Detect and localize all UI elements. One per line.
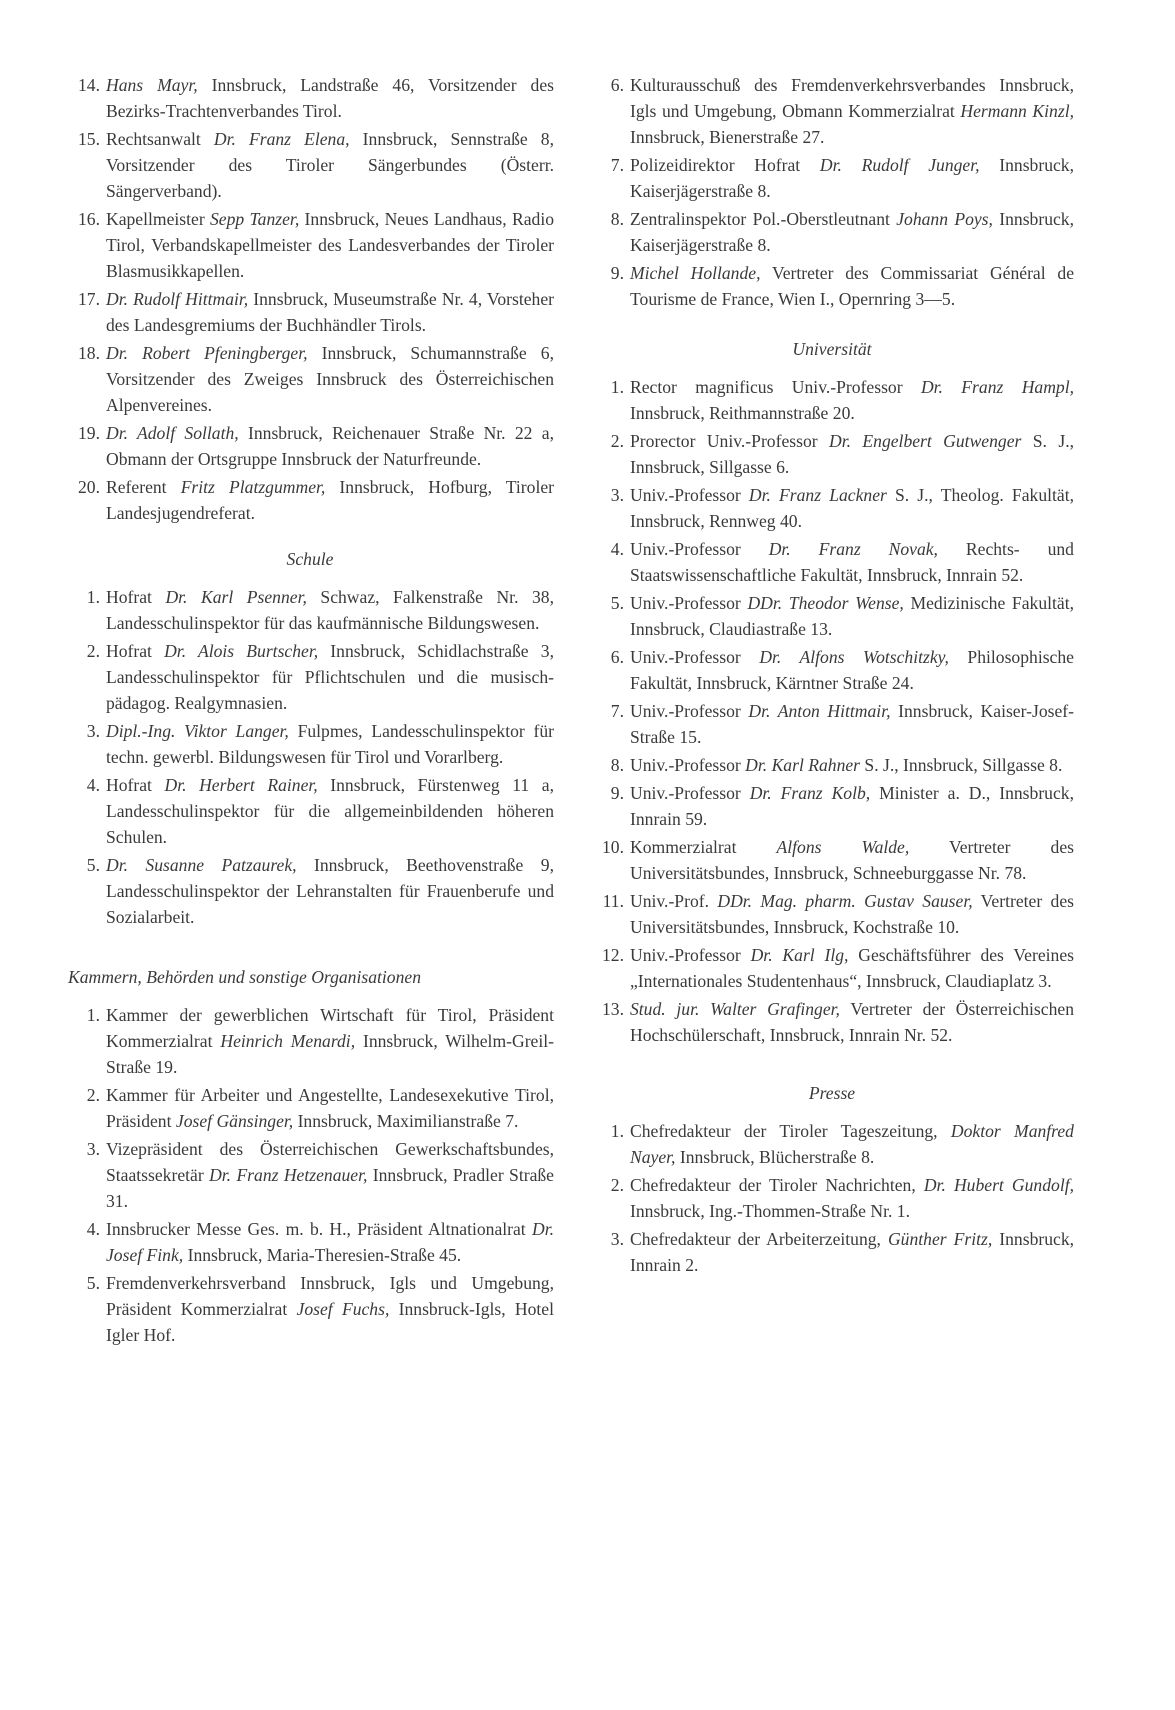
name-italic: Josef Fuchs, — [296, 1299, 390, 1319]
text-run: Minister a. D., Innsbruck, Innrain 59. — [630, 783, 1074, 829]
text-run: Chefredakteur der Tiroler Tageszeitung, — [630, 1121, 951, 1141]
item-number: 1. — [610, 377, 624, 397]
item-text — [106, 72, 554, 124]
text-run: Innsbruck, Kaiserjägerstraße 8. — [630, 155, 1074, 201]
item-number: 19. — [78, 423, 100, 443]
item-number: 4. — [86, 1219, 100, 1239]
list-item — [66, 420, 554, 472]
name-italic: Hermann Kinzl, — [960, 101, 1074, 121]
text-run: Polizeidirektor Hofrat — [630, 155, 820, 175]
item-number: 2. — [86, 641, 100, 661]
text-run: Kulturausschuß des Fremdenverkehrsverbandes Innsbruck, Igls und Umgebung, Obmann Kommerzialrat — [630, 75, 1074, 121]
text-run: Innsbruck, Reithmannstraße 20. — [630, 403, 855, 423]
text-run: Univ.-Professor — [630, 593, 748, 613]
text-run: Rechtsanwalt — [106, 129, 214, 149]
text-run: Hofrat — [106, 641, 165, 661]
name-italic: Dr. Alois Burtscher, — [164, 641, 319, 661]
text-run: Univ.-Professor — [630, 485, 749, 505]
text-run: Prorector Univ.-Professor — [630, 431, 830, 451]
item-text — [106, 286, 554, 338]
item-text — [630, 698, 1074, 750]
item-number: 3. — [86, 721, 100, 741]
item-text — [106, 718, 554, 770]
item-text — [106, 1216, 554, 1268]
list-item — [590, 482, 1074, 534]
item-number: 8. — [610, 209, 624, 229]
text-run: Innsbruck, Neues Landhaus, Radio Tirol, Verbandskapellmeister des Landesverbandes der Tiroler Blasmusikkapellen. — [106, 209, 555, 281]
list-item — [66, 1082, 554, 1134]
list-item — [66, 718, 554, 770]
item-text — [106, 206, 554, 284]
list-item — [590, 536, 1074, 588]
text-run: S. J., Theolog. Fakultät, Innsbruck, Rennweg 40. — [630, 485, 1074, 531]
item-text — [630, 374, 1074, 426]
item-number: 18. — [78, 343, 100, 363]
name-italic: Dr. Franz Elena, — [213, 129, 350, 149]
list-item — [66, 1136, 554, 1214]
name-italic: Dr. Franz Novak, — [768, 539, 938, 559]
list-universitaet — [590, 374, 1074, 1048]
name-italic: Dr. Karl Ilg, — [750, 945, 849, 965]
text-run: Vertreter des Universitätsbundes, Innsbruck, Kochstraße 10. — [630, 891, 1075, 937]
name-italic: Dr. Robert Pfeningberger, — [106, 343, 308, 363]
heading-presse: Presse — [808, 1083, 856, 1103]
list-item — [66, 340, 554, 418]
list-item — [590, 428, 1074, 480]
item-number: 16. — [78, 209, 100, 229]
item-number: 13. — [602, 999, 624, 1019]
list-item — [590, 780, 1074, 832]
name-italic: Hans Mayr, — [106, 75, 198, 95]
item-number: 7. — [610, 701, 624, 721]
item-text — [106, 420, 554, 472]
list-item — [590, 374, 1074, 426]
item-number: 1. — [86, 587, 100, 607]
item-text — [106, 340, 554, 418]
text-run: Vertreter der Österreichischen Hochschülerschaft, Innsbruck, Innrain Nr. 52. — [630, 999, 1074, 1045]
item-text — [630, 834, 1074, 886]
text-run: Innsbruck, Schidlachstraße 3, Landesschulinspektor für Pflichtschulen und die musisch-pädagog. Realgymnasien. — [106, 641, 554, 713]
text-run: Innsbruck-Igls, Hotel Igler Hof. — [106, 1299, 555, 1345]
text-run: Innsbruck, Reichenauer Straße Nr. 22 a, Obmann der Ortsgruppe Innsbruck der Naturfreunde. — [106, 423, 554, 469]
item-number: 6. — [610, 75, 624, 95]
item-text — [106, 772, 554, 850]
text-run: Innsbruck, Landstraße 46, Vorsitzender des Bezirks-Trachtenverbandes Tirol. — [106, 75, 554, 121]
item-text — [630, 644, 1074, 696]
list-item — [590, 1118, 1074, 1170]
text-run: S. J., Innsbruck, Sillgasse 6. — [630, 431, 1074, 477]
name-italic: Alfons Walde, — [776, 837, 910, 857]
item-text — [630, 590, 1074, 642]
list-item — [66, 1270, 554, 1348]
text-run: Univ.-Professor — [630, 783, 750, 803]
item-text — [106, 1082, 554, 1134]
list-item — [66, 286, 554, 338]
name-italic: Dr. Franz Lackner — [748, 485, 887, 505]
list-item — [66, 772, 554, 850]
text-run: Chefredakteur der Tiroler Nachrichten, — [630, 1175, 924, 1195]
name-italic: Josef Gänsinger, — [175, 1111, 294, 1131]
item-text — [106, 1270, 554, 1348]
text-run: Innsbruck, Kaiser-Josef-Straße 15. — [630, 701, 1075, 747]
text-run: Vertreter des Universitätsbundes, Innsbruck, Schneeburggasse Nr. 78. — [630, 837, 1075, 883]
text-run: Innsbruck, Schumannstraße 6, Vorsitzender des Zweiges Innsbruck des Österreichischen Alpenvereines. — [106, 343, 555, 415]
text-run: Univ.-Professor — [630, 647, 760, 667]
item-number: 9. — [610, 263, 624, 283]
text-run: Fulpmes, Landesschulinspektor für techn. gewerbl. Bildungswesen für Tirol und Vorarlberg. — [106, 721, 554, 767]
name-italic: Dr. Engelbert Gutwenger — [829, 431, 1022, 451]
item-number: 1. — [86, 1005, 100, 1025]
text-run: Univ.-Professor — [630, 701, 749, 721]
text-run: Medizinische Fakultät, Innsbruck, Claudiastraße 13. — [630, 593, 1074, 639]
item-number: 2. — [610, 1175, 624, 1195]
item-number: 3. — [86, 1139, 100, 1159]
item-text — [106, 638, 554, 716]
item-text — [630, 996, 1074, 1048]
text-run: Innsbruck, Beethovenstraße 9, Landesschulinspektor der Lehranstalten für Frauenberufe und Sozialarbeit. — [106, 855, 554, 927]
text-run: Vizepräsident des Österreichischen Gewerkschaftsbundes, Staatssekretär — [106, 1139, 554, 1185]
text-run: Innsbruck, Museumstraße Nr. 4, Vorsteher des Landesgremiums der Buchhändler Tirols. — [106, 289, 554, 335]
list-kammern — [66, 1002, 554, 1348]
list-item — [590, 72, 1074, 150]
text-run: Innsbruck, Ing.-Thommen-Straße Nr. 1. — [630, 1201, 910, 1221]
name-italic: Dr. Rudolf Junger, — [819, 155, 980, 175]
name-italic: Stud. jur. Walter Grafinger, — [630, 999, 840, 1019]
name-italic: Sepp Tanzer, — [210, 209, 300, 229]
list-item — [66, 638, 554, 716]
list-item — [590, 888, 1074, 940]
item-number: 5. — [86, 1273, 100, 1293]
text-run: Rector magnificus Univ.-Professor — [630, 377, 921, 397]
list-item — [590, 942, 1074, 994]
list-item — [66, 584, 554, 636]
name-italic: Dr. Franz Kolb, — [749, 783, 871, 803]
text-run: Innsbruck, Kaiserjägerstraße 8. — [630, 209, 1075, 255]
name-italic: Heinrich Menardi, — [220, 1031, 356, 1051]
item-number: 1. — [610, 1121, 624, 1141]
text-run: Schwaz, Falkenstraße Nr. 38, Landesschulinspektor für das kaufmännische Bildungswesen. — [106, 587, 554, 633]
item-text — [630, 260, 1074, 312]
name-italic: Dr. Franz Hampl, — [920, 377, 1074, 397]
item-text — [630, 72, 1074, 150]
item-text — [106, 126, 554, 204]
name-italic: DDr. Mag. pharm. Gustav Sauser, — [717, 891, 973, 911]
item-text — [106, 1002, 554, 1080]
list-item — [590, 996, 1074, 1048]
item-number: 12. — [602, 945, 624, 965]
item-text — [630, 1172, 1074, 1224]
list-item — [590, 1172, 1074, 1224]
text-run: Univ.-Professor — [630, 755, 746, 775]
name-italic: Dr. Susanne Patzaurek, — [106, 855, 297, 875]
text-run: Innsbruck, Wilhelm-Greil-Straße 19. — [106, 1031, 554, 1077]
list-presse — [590, 1118, 1074, 1278]
text-run: Hofrat — [106, 775, 165, 795]
item-number: 3. — [610, 485, 624, 505]
text-run: Referent — [106, 477, 181, 497]
item-number: 3. — [610, 1229, 624, 1249]
list-item — [590, 260, 1074, 312]
text-run: Kommerzialrat — [630, 837, 777, 857]
text-run: Vertreter des Commissariat Général de Tourisme de France, Wien I., Opernring 3—5. — [630, 263, 1075, 309]
item-text — [630, 1226, 1074, 1278]
list-item — [66, 1002, 554, 1080]
list-item — [66, 206, 554, 284]
text-run: Innsbruck, Maximilianstraße 7. — [293, 1111, 519, 1131]
text-run: Kammer für Arbeiter und Angestellte, Landesexekutive Tirol, Präsident — [106, 1085, 554, 1131]
text-run: Kammer der gewerblichen Wirtschaft für Tirol, Präsident Kommerzialrat — [106, 1005, 554, 1051]
text-run: Geschäftsführer des Vereines „Internationales Studentenhaus“, Innsbruck, Claudiaplatz 3. — [630, 945, 1074, 991]
right-column — [590, 72, 1074, 1280]
item-text — [106, 474, 554, 526]
text-run: Innsbruck, Innrain 2. — [630, 1229, 1075, 1275]
text-run: Innsbruck, Fürstenweg 11 a, Landesschulinspektor für die allgemeinbildenden höheren Schulen. — [106, 775, 554, 847]
item-number: 7. — [610, 155, 624, 175]
left-column — [66, 72, 554, 1350]
text-run: Innsbruck, Bienerstraße 27. — [630, 127, 825, 147]
name-italic: Dr. Herbert Rainer, — [164, 775, 318, 795]
heading-schule: Schule — [286, 549, 334, 569]
item-number: 10. — [602, 837, 624, 857]
name-italic: Fritz Platzgummer, — [180, 477, 326, 497]
list-item — [590, 834, 1074, 886]
list-item — [66, 126, 554, 204]
item-text — [106, 584, 554, 636]
item-text — [106, 1136, 554, 1214]
text-run: Philosophische Fakultät, Innsbruck, Kärntner Straße 24. — [630, 647, 1074, 693]
item-number: 2. — [610, 431, 624, 451]
item-text — [630, 152, 1074, 204]
list-item — [590, 1226, 1074, 1278]
item-number: 11. — [602, 891, 624, 911]
name-italic: Dr. Anton Hittmair, — [748, 701, 891, 721]
list-schule — [66, 584, 554, 930]
entries-top-right — [590, 72, 1074, 312]
list-item — [590, 206, 1074, 258]
item-number: 20. — [78, 477, 100, 497]
list-item — [66, 72, 554, 124]
list-item — [66, 1216, 554, 1268]
name-italic: Dr. Franz Hetzenauer, — [209, 1165, 368, 1185]
text-run: Univ.-Professor — [630, 945, 751, 965]
text-run: Innsbrucker Messe Ges. m. b. H., Präsident Altnationalrat — [106, 1219, 532, 1239]
list-item — [590, 152, 1074, 204]
text-run: Innsbruck, Blücherstraße 8. — [675, 1147, 875, 1167]
text-run: Hofrat — [106, 587, 166, 607]
text-run: Innsbruck, Maria-Theresien-Straße 45. — [183, 1245, 462, 1265]
name-italic: Dipl.-Ing. Viktor Langer, — [106, 721, 289, 741]
name-italic: DDr. Theodor Wense, — [747, 593, 904, 613]
item-number: 4. — [86, 775, 100, 795]
list-item — [590, 752, 1074, 778]
name-italic: Johann Poys, — [896, 209, 993, 229]
item-number: 2. — [86, 1085, 100, 1105]
item-number: 8. — [610, 755, 624, 775]
text-run: Rechts- und Staatswissenschaftliche Fakultät, Innsbruck, Innrain 52. — [630, 539, 1074, 585]
item-text — [630, 888, 1074, 940]
item-text — [106, 852, 554, 930]
text-run: Innsbruck, Sennstraße 8, Vorsitzender des Tiroler Sängerbundes (Österr. Sängerverband). — [106, 129, 554, 201]
text-run: Zentralinspektor Pol.-Oberstleutnant — [630, 209, 897, 229]
name-italic: Doktor Manfred Nayer, — [630, 1121, 1074, 1167]
item-number: 15. — [78, 129, 100, 149]
name-italic: Dr. Adolf Sollath, — [106, 423, 239, 443]
item-number: 17. — [78, 289, 100, 309]
name-italic: Dr. Rudolf Hittmair, — [106, 289, 249, 309]
text-run: Kapellmeister — [106, 209, 210, 229]
item-number: 5. — [86, 855, 100, 875]
text-run: Univ.-Prof. — [630, 891, 718, 911]
item-text — [630, 428, 1074, 480]
name-italic: Dr. Josef Fink, — [106, 1219, 554, 1265]
list-item — [66, 474, 554, 526]
item-text — [630, 780, 1074, 832]
item-text — [630, 536, 1074, 588]
list-item — [66, 852, 554, 930]
text-run: S. J., Innsbruck, Sillgasse 8. — [860, 755, 1063, 775]
item-number: 4. — [610, 539, 624, 559]
item-text — [630, 1118, 1074, 1170]
text-run: Univ.-Professor — [630, 539, 769, 559]
name-italic: Dr. Alfons Wotschitzky, — [759, 647, 949, 667]
text-run: Innsbruck, Hofburg, Tiroler Landesjugendreferat. — [106, 477, 554, 523]
item-number: 5. — [610, 593, 624, 613]
name-italic: Dr. Karl Psenner, — [165, 587, 307, 607]
item-text — [630, 482, 1074, 534]
text-run: Fremdenverkehrsverband Innsbruck, Igls und Umgebung, Präsident Kommerzialrat — [106, 1273, 554, 1319]
list-item — [590, 590, 1074, 642]
item-number: 14. — [78, 75, 100, 95]
entries-top-left — [66, 72, 554, 526]
heading-universitaet: Universität — [792, 339, 872, 359]
item-text — [630, 206, 1074, 258]
name-italic: Dr. Hubert Gundolf, — [923, 1175, 1074, 1195]
item-number: 9. — [610, 783, 624, 803]
text-run: Innsbruck, Pradler Straße 31. — [106, 1165, 554, 1211]
heading-kammern: Kammern, Behörden und sonstige Organisationen — [68, 967, 421, 987]
name-italic: Michel Hollande, — [630, 263, 761, 283]
list-item — [590, 698, 1074, 750]
list-item — [590, 644, 1074, 696]
name-italic: Dr. Karl Rahner — [745, 755, 861, 775]
item-number: 6. — [610, 647, 624, 667]
item-text — [630, 752, 1074, 778]
item-text — [630, 942, 1074, 994]
name-italic: Günther Fritz, — [887, 1229, 993, 1249]
text-run: Chefredakteur der Arbeiterzeitung, — [630, 1229, 888, 1249]
